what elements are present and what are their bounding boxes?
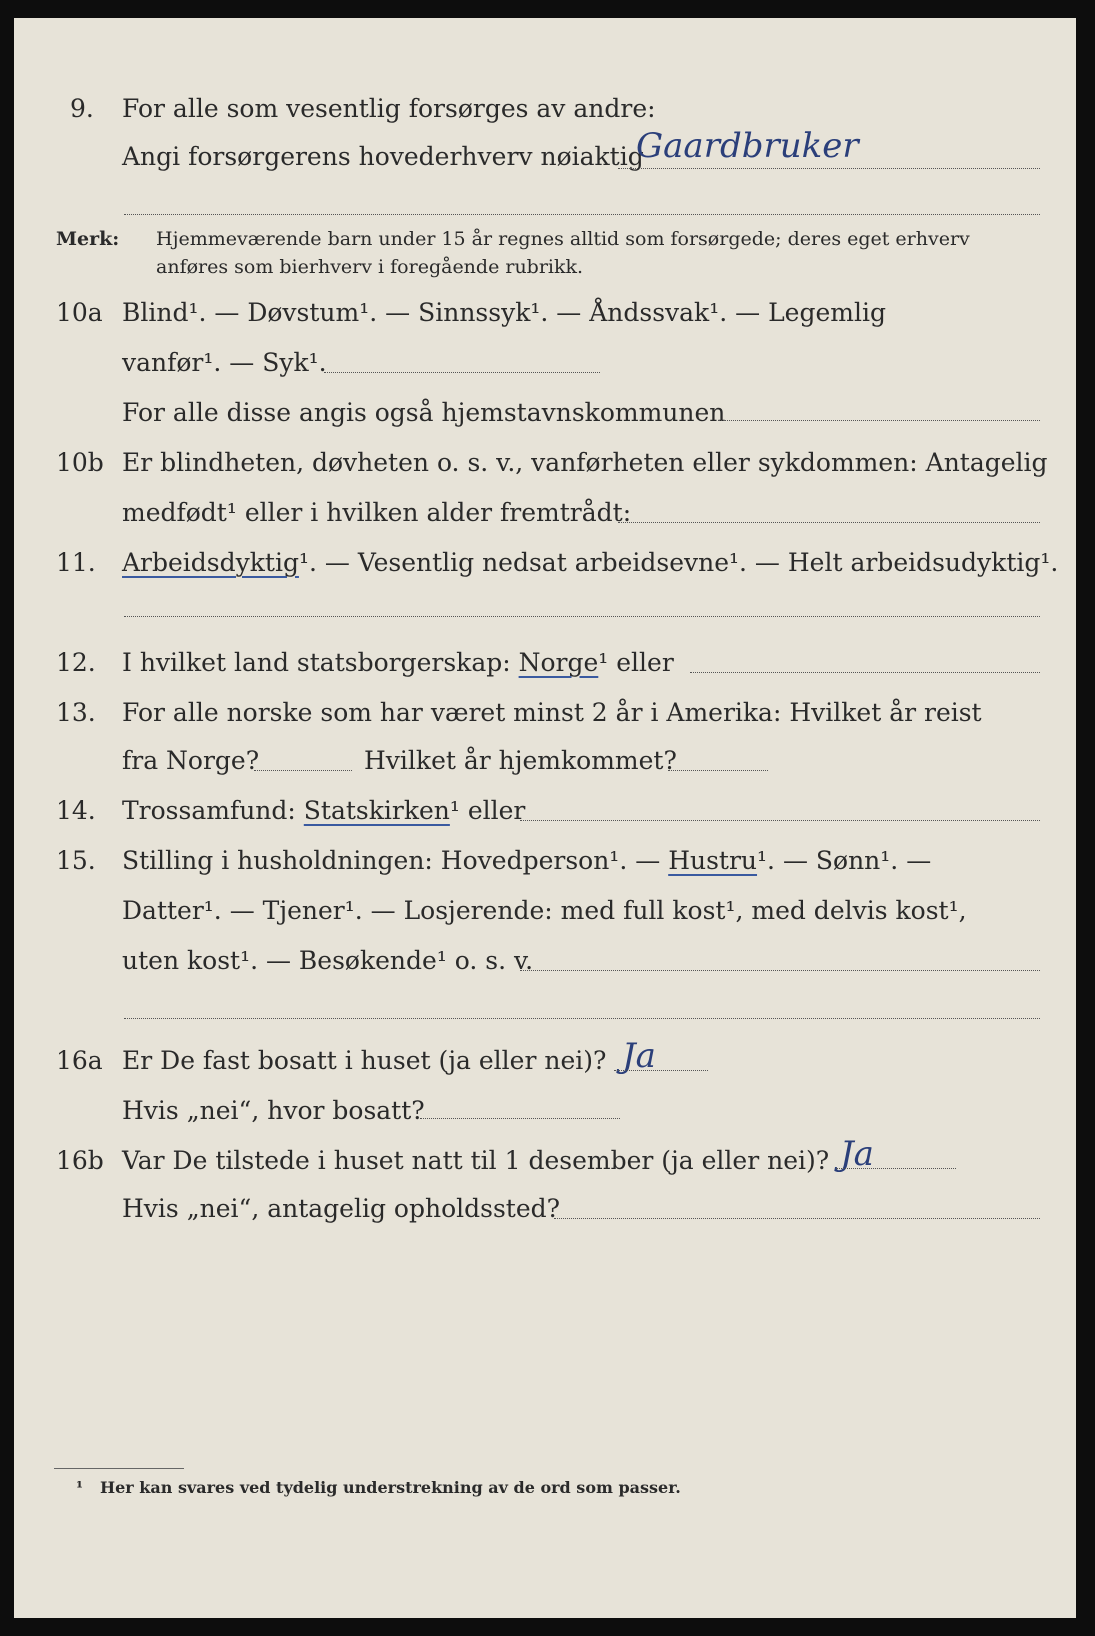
- footnote-mark: ¹: [76, 1478, 84, 1497]
- q13-line2b: Hvilket år hjemkommet?: [364, 746, 677, 775]
- q16a-number: 16a: [56, 1046, 103, 1075]
- q16b-handwritten-answer: Ja: [840, 1134, 874, 1174]
- q10b-line2: medfødt¹ eller i hvilken alder fremtrådt:: [122, 498, 632, 527]
- q14-underlined-answer: Statskirken: [303, 796, 450, 825]
- q12-line: [122, 648, 674, 677]
- q10b-number: 10b: [56, 448, 104, 477]
- q13-line2a: fra Norge?: [122, 746, 260, 775]
- q16b-line1: Var De tilstede i huset natt til 1 desember (ja eller nei)?: [122, 1146, 830, 1175]
- q10a-kommune-line: [718, 420, 1040, 421]
- q14-prompt: Trossamfund:: [122, 796, 296, 825]
- q9-line2: Angi forsørgerens hovederhverv nøiaktig: [122, 142, 644, 171]
- merk-line2: anføres som bierhverv i foregående rubrikk.: [156, 256, 584, 278]
- q10a-line3: For alle disse angis også hjemstavnskommunen: [122, 398, 726, 427]
- q15-answer-line: [520, 970, 1040, 971]
- q12-number: 12.: [56, 648, 96, 677]
- footnote-text: Her kan svares ved tydelig understrekning av de ord som passer.: [100, 1478, 681, 1497]
- q10a-number: 10a: [56, 298, 103, 327]
- q13-reist-line: [254, 770, 352, 771]
- q11-underlined-answer: Arbeidsdyktig: [122, 548, 299, 577]
- q14-number: 14.: [56, 796, 96, 825]
- q15-line1: [122, 846, 931, 875]
- merk-label: Merk:: [56, 228, 120, 250]
- q16a-line2: Hvis „nei“, hvor bosatt?: [122, 1096, 425, 1125]
- census-form-page: [14, 18, 1076, 1618]
- q16a-handwritten-answer: Ja: [622, 1036, 656, 1076]
- q12-underlined-answer: Norge: [518, 648, 599, 677]
- q11-rest: ¹. — Vesentlig nedsat arbeidsevne¹. — Helt arbeidsudyktig¹.: [298, 548, 1059, 577]
- q15-line3: uten kost¹. — Besøkende¹ o. s. v.: [122, 946, 534, 975]
- q13-hjemkommet-line: [668, 770, 768, 771]
- merk-line1: Hjemmeværende barn under 15 år regnes alltid som forsørgede; deres eget erhverv: [156, 228, 970, 250]
- q9-number: 9.: [70, 94, 94, 123]
- q15-line1-end: ¹. — Sønn¹. —: [757, 846, 932, 875]
- q16a-answer-line: [614, 1070, 708, 1071]
- q12-prompt: I hvilket land statsborgerskap:: [122, 648, 511, 677]
- q10b-answer-line: [618, 522, 1040, 523]
- q16b-opholdssted-line: [554, 1218, 1040, 1219]
- q11-number: 11.: [56, 548, 96, 577]
- footnote-rule: [54, 1468, 184, 1469]
- q15-underlined-answer: Hustru: [668, 846, 758, 875]
- q10a-syk-line: [324, 372, 600, 373]
- q15-line2: Datter¹. — Tjener¹. — Losjerende: med full kost¹, med delvis kost¹,: [122, 896, 967, 925]
- q9-answer-line: [618, 168, 1040, 169]
- q12-answer-line: [690, 672, 1040, 673]
- q9-blank-line: [124, 214, 1040, 215]
- q10a-line1: Blind¹. — Døvstum¹. — Sinnssyk¹. — Åndssvak¹. — Legemlig: [122, 298, 886, 327]
- q11-blank-line: [124, 616, 1040, 617]
- q16b-line2: Hvis „nei“, antagelig opholdssted?: [122, 1194, 561, 1223]
- q9-line1: For alle som vesentlig forsørges av andre:: [122, 94, 656, 123]
- q9-handwritten-answer: Gaardbruker: [636, 126, 859, 166]
- q13-number: 13.: [56, 698, 96, 727]
- q11-line: [122, 548, 1058, 577]
- q14-post: ¹ eller: [449, 796, 526, 825]
- q16b-number: 16b: [56, 1146, 104, 1175]
- q12-post: ¹ eller: [598, 648, 674, 677]
- q10b-line1: Er blindheten, døvheten o. s. v., vanførheten eller sykdommen: Antagelig: [122, 448, 1048, 477]
- q13-line1: For alle norske som har været minst 2 år i Amerika: Hvilket år reist: [122, 698, 982, 727]
- q15-blank-line: [124, 1018, 1040, 1019]
- q10a-line2: vanfør¹. — Syk¹.: [122, 348, 327, 377]
- q16b-answer-line: [836, 1168, 956, 1169]
- q16a-line1: Er De fast bosatt i huset (ja eller nei)?: [122, 1046, 607, 1075]
- q15-line1-start: Stilling i husholdningen: Hovedperson¹. —: [122, 846, 661, 875]
- q14-line: [122, 796, 525, 825]
- q14-answer-line: [520, 820, 1040, 821]
- q15-number: 15.: [56, 846, 96, 875]
- q16a-bosatt-line: [420, 1118, 620, 1119]
